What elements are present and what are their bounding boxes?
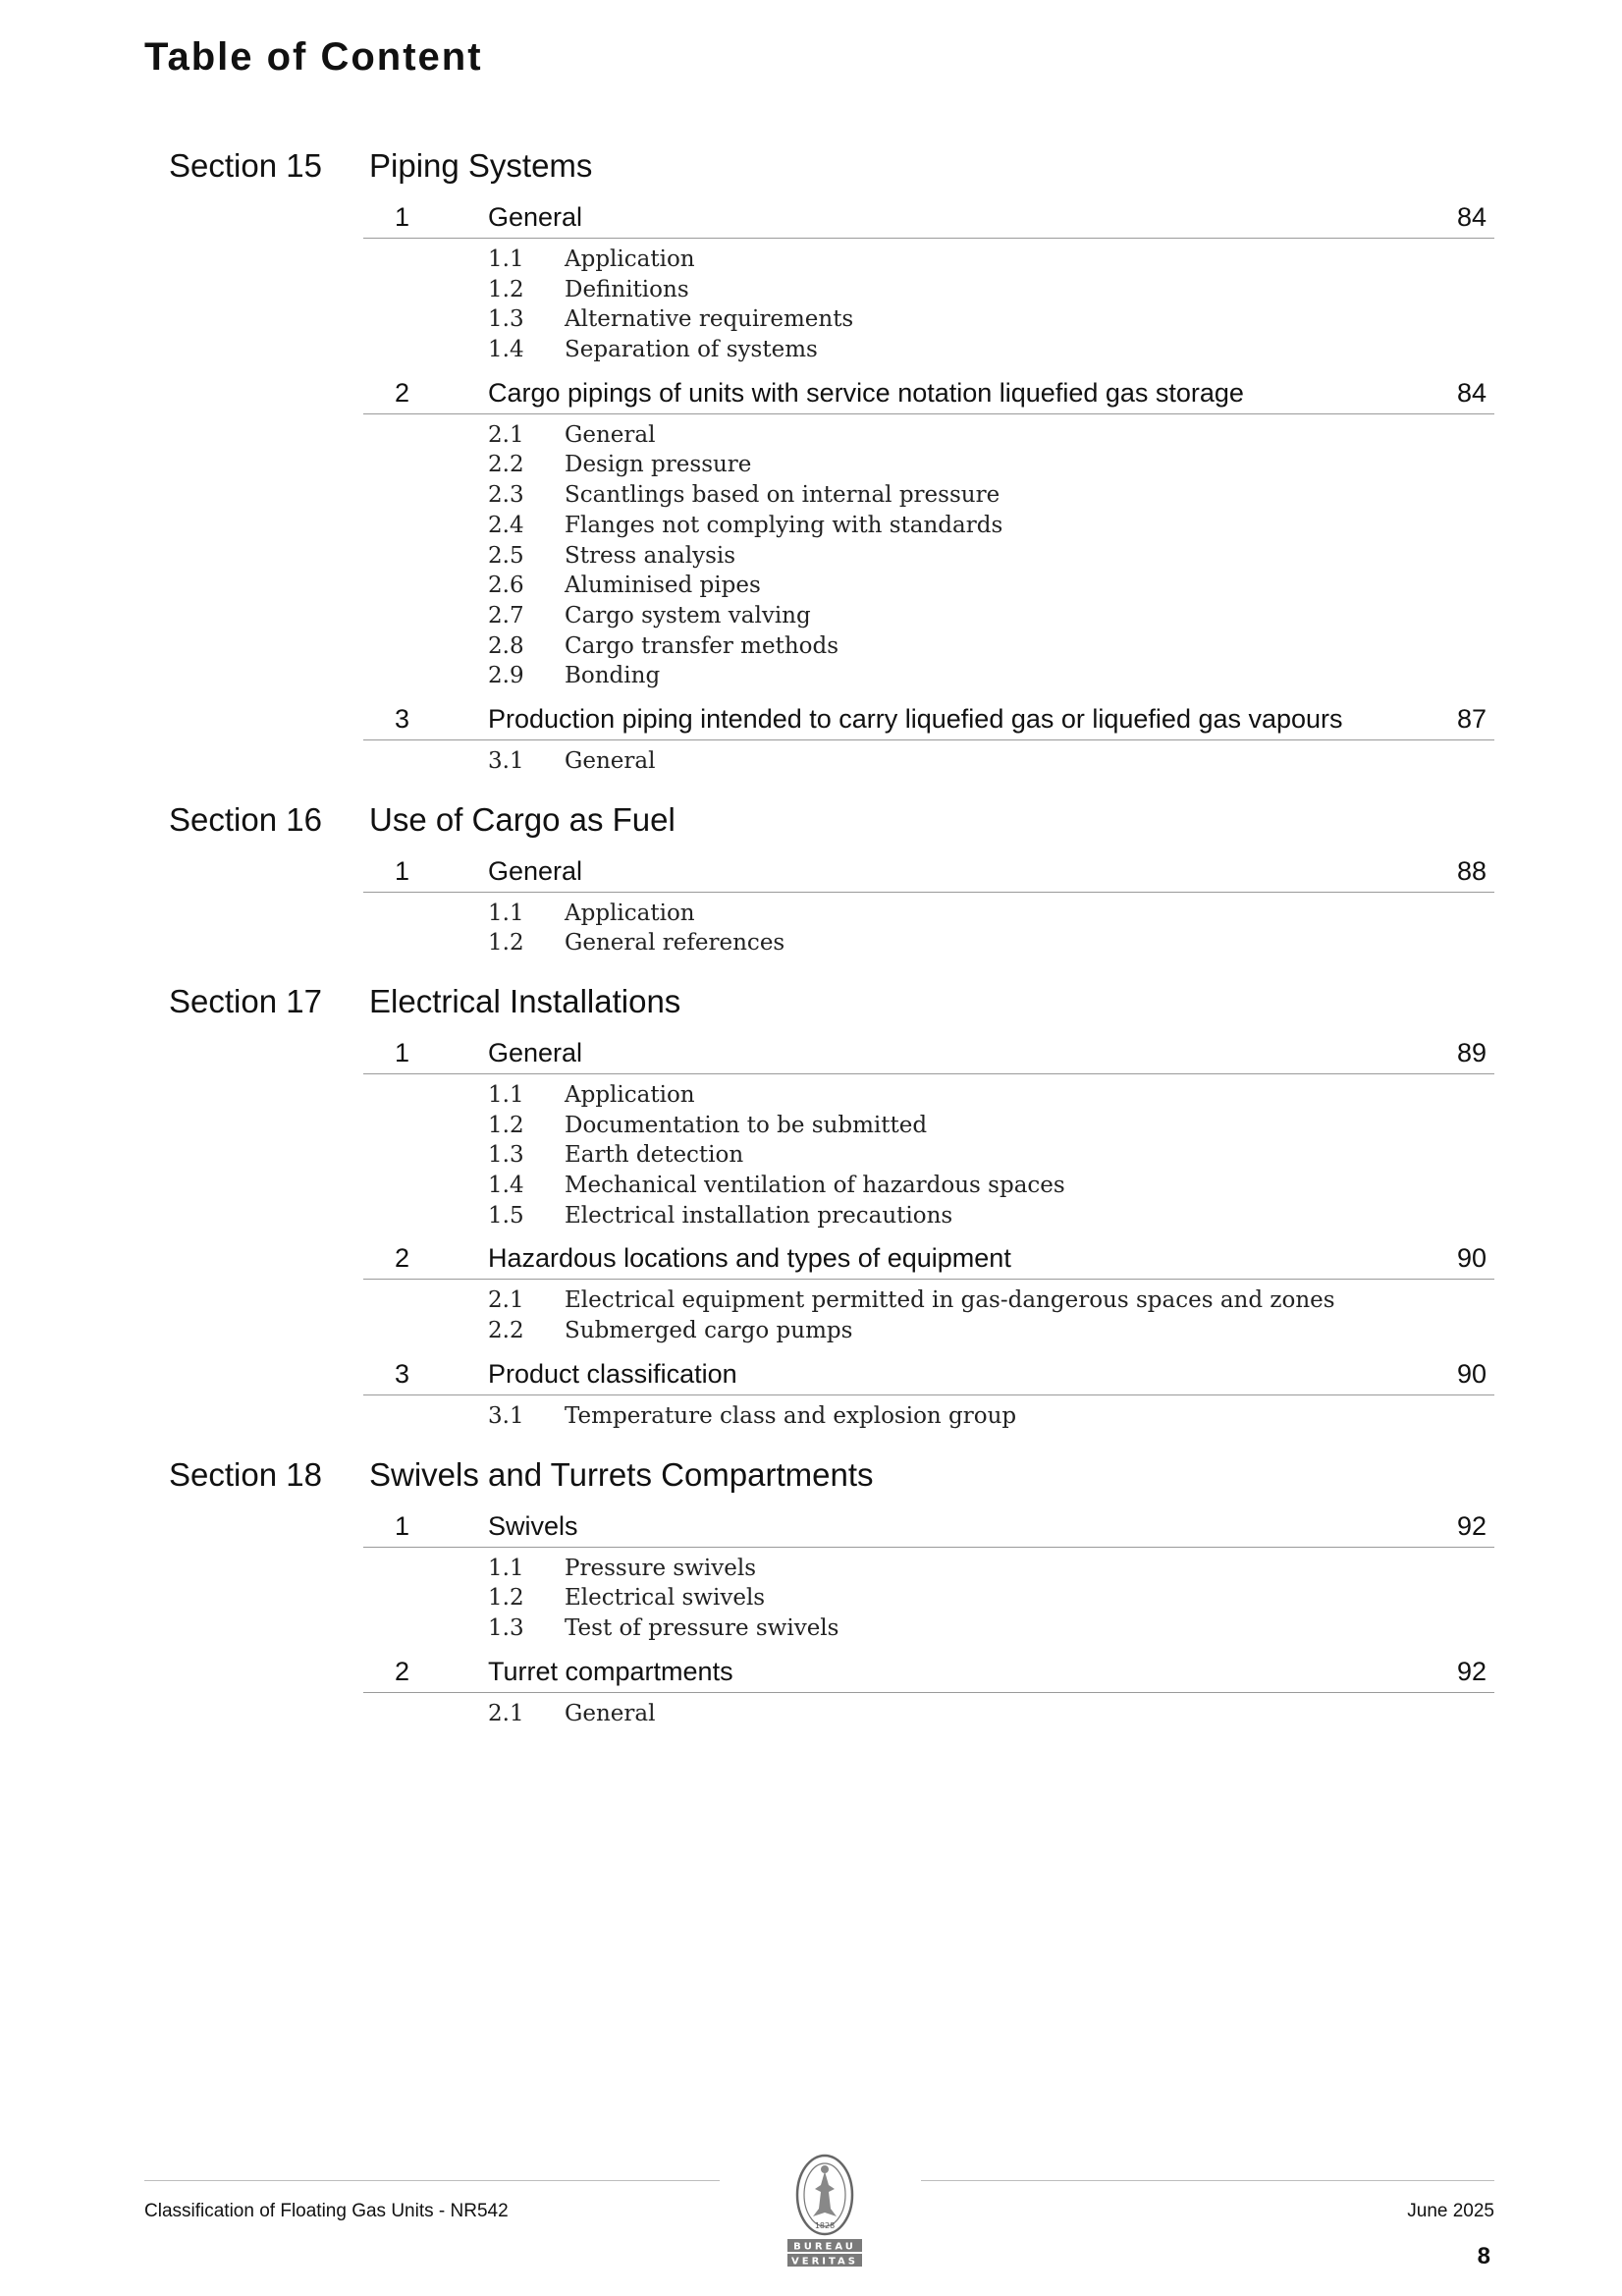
article-number: 2.1 [488, 1287, 524, 1314]
toc-section [0, 973, 1622, 1437]
article-number: 1.2 [488, 1112, 524, 1138]
footer-rule-left [144, 2180, 720, 2181]
article-list [363, 239, 1494, 370]
article-number: 1.4 [488, 1173, 524, 1199]
article-title: Test of pressure swivels [565, 1614, 839, 1641]
article-number: 1.1 [488, 1555, 524, 1581]
toc-chapter [363, 696, 1494, 782]
article-title: Bonding [565, 663, 661, 689]
article-item [363, 746, 1494, 777]
article-title: Electrical swivels [565, 1585, 766, 1612]
toc-chapter [363, 848, 1494, 963]
article-number: 1.3 [488, 306, 524, 333]
article-list [363, 740, 1494, 782]
article-item [363, 661, 1494, 691]
chapter-heading-row [363, 370, 1494, 414]
chapter-title: Cargo pipings of units with service notation liquefied gas storage [488, 377, 1244, 408]
toc-section [0, 792, 1622, 963]
chapter-number: 3 [395, 1358, 410, 1389]
article-number: 2.1 [488, 421, 524, 448]
article-number: 1.2 [488, 930, 524, 957]
article-item [363, 601, 1494, 631]
chapter-number: 1 [395, 855, 410, 886]
article-item [363, 511, 1494, 541]
chapter-title: General [488, 202, 583, 232]
article-item [363, 1111, 1494, 1141]
chapter-heading-row [363, 1030, 1494, 1074]
article-title: Pressure swivels [565, 1555, 757, 1581]
article-number: 2.6 [488, 573, 524, 599]
footer-rule-right [921, 2180, 1494, 2181]
toc-chapter [363, 370, 1494, 696]
section-title: Use of Cargo as Fuel [369, 800, 676, 838]
article-number: 1.3 [488, 1614, 524, 1641]
article-item [363, 899, 1494, 929]
chapter-page-number: 88 [1456, 855, 1487, 886]
article-title: Separation of systems [565, 337, 818, 363]
article-list [363, 1280, 1494, 1350]
chapter-title: Swivels [488, 1510, 578, 1541]
section-title: Electrical Installations [369, 983, 681, 1019]
chapter-heading-row [363, 1503, 1494, 1548]
table-of-contents [0, 137, 1622, 1743]
section-title: Swivels and Turrets Compartments [369, 1455, 874, 1493]
toc-chapter [363, 1649, 1494, 1734]
article-title: General [565, 1700, 656, 1726]
article-title: Cargo transfer methods [565, 632, 839, 659]
article-title: Temperature class and explosion group [565, 1402, 1017, 1429]
article-number: 2.5 [488, 542, 524, 569]
article-number: 1.1 [488, 246, 524, 272]
article-item [363, 571, 1494, 601]
article-title: Application [565, 1082, 695, 1108]
logo-text-top: BUREAU [793, 2241, 856, 2253]
article-list [363, 1693, 1494, 1734]
article-number: 2.9 [488, 663, 524, 689]
article-title: Scantlings based on internal pressure [565, 482, 1000, 509]
article-item [363, 1699, 1494, 1729]
article-number: 1.3 [488, 1142, 524, 1169]
section-title: Piping Systems [369, 147, 593, 184]
chapter-number: 3 [395, 703, 410, 734]
article-item [363, 275, 1494, 305]
article-item [363, 1201, 1494, 1231]
article-number: 2.8 [488, 632, 524, 659]
toc-chapter [363, 194, 1494, 370]
chapter-heading-row [363, 1235, 1494, 1280]
chapter-number: 1 [395, 1038, 410, 1067]
page-title: Table of Content [144, 35, 483, 79]
article-title: Application [565, 246, 695, 272]
article-item [363, 1080, 1494, 1111]
chapter-heading-row [363, 194, 1494, 239]
chapter-page-number: 92 [1456, 1656, 1487, 1686]
article-item [363, 1401, 1494, 1432]
article-item [363, 335, 1494, 365]
article-title: Cargo system valving [565, 602, 811, 629]
article-number: 2.7 [488, 602, 524, 629]
logo-seal-year: 1828 [814, 2221, 836, 2230]
article-number: 2.2 [488, 452, 524, 478]
article-list [363, 414, 1494, 696]
chapter-number: 2 [395, 1243, 410, 1274]
article-number: 2.2 [488, 1318, 524, 1344]
page-number: 8 [1477, 2243, 1490, 2269]
article-item [363, 1583, 1494, 1613]
article-title: General [565, 747, 656, 774]
article-item [363, 450, 1494, 480]
article-list [363, 1548, 1494, 1649]
article-item [363, 1140, 1494, 1171]
article-title: Stress analysis [565, 542, 736, 569]
article-number: 1.4 [488, 337, 524, 363]
article-item [363, 304, 1494, 335]
chapter-number: 2 [395, 1656, 410, 1686]
article-item [363, 420, 1494, 451]
chapter-title: Product classification [488, 1358, 737, 1389]
article-number: 3.1 [488, 1402, 524, 1429]
chapter-page-number: 87 [1456, 703, 1487, 734]
article-number: 1.2 [488, 1585, 524, 1612]
article-title: Definitions [565, 276, 689, 302]
article-item [363, 1554, 1494, 1584]
chapter-page-number: 90 [1456, 1243, 1487, 1274]
section-label: Section 16 [169, 800, 322, 838]
article-item [363, 1613, 1494, 1644]
article-title: Flanges not complying with standards [565, 512, 1003, 538]
toc-section [0, 1447, 1622, 1734]
article-number: 1.2 [488, 276, 524, 302]
logo-text-bottom: VERITAS [791, 2256, 858, 2268]
article-number: 3.1 [488, 747, 524, 774]
article-title: Submerged cargo pumps [565, 1318, 853, 1344]
article-item [363, 541, 1494, 572]
chapter-title: General [488, 1038, 583, 1067]
article-title: Aluminised pipes [565, 573, 761, 599]
chapter-number: 1 [395, 1510, 410, 1541]
article-item [363, 631, 1494, 662]
article-title: Mechanical ventilation of hazardous spaces [565, 1173, 1065, 1199]
chapter-title: Hazardous locations and types of equipment [488, 1243, 1011, 1274]
footer-document-name: Classification of Floating Gas Units - NR542 [144, 2201, 509, 2221]
toc-section [0, 137, 1622, 782]
article-title: Alternative requirements [565, 306, 854, 333]
article-item [363, 928, 1494, 958]
chapter-title: Production piping intended to carry liquefied gas or liquefied gas vapours [488, 703, 1343, 734]
article-number: 2.4 [488, 512, 524, 538]
article-title: General [565, 421, 656, 448]
toc-chapter [363, 1351, 1494, 1437]
article-list [363, 1074, 1494, 1235]
article-item [363, 1285, 1494, 1316]
chapter-title: Turret compartments [488, 1656, 733, 1686]
chapter-title: General [488, 855, 583, 886]
article-number: 1.5 [488, 1202, 524, 1229]
chapter-number: 1 [395, 202, 410, 232]
article-number: 2.1 [488, 1700, 524, 1726]
toc-chapter [363, 1503, 1494, 1649]
article-title: Electrical installation precautions [565, 1202, 953, 1229]
section-label: Section 18 [169, 1455, 322, 1493]
toc-chapter [363, 1235, 1494, 1350]
chapter-page-number: 84 [1456, 202, 1487, 232]
footer-date: June 2025 [1407, 2201, 1494, 2221]
article-title: General references [565, 930, 785, 957]
article-number: 2.3 [488, 482, 524, 509]
article-list [363, 893, 1494, 963]
section-label: Section 17 [169, 983, 322, 1019]
chapter-page-number: 89 [1456, 1038, 1487, 1067]
chapter-number: 2 [395, 377, 410, 408]
article-title: Earth detection [565, 1142, 744, 1169]
chapter-page-number: 84 [1456, 377, 1487, 408]
article-list [363, 1395, 1494, 1437]
article-title: Application [565, 900, 695, 926]
article-item [363, 1171, 1494, 1201]
bureau-veritas-logo [756, 2146, 893, 2273]
chapter-heading-row [363, 848, 1494, 893]
chapter-heading-row [363, 696, 1494, 740]
chapter-heading-row [363, 1351, 1494, 1395]
article-item [363, 245, 1494, 275]
chapter-page-number: 90 [1456, 1358, 1487, 1389]
article-title: Design pressure [565, 452, 752, 478]
chapter-heading-row [363, 1649, 1494, 1693]
article-item [363, 1316, 1494, 1346]
article-number: 1.1 [488, 1082, 524, 1108]
article-number: 1.1 [488, 900, 524, 926]
article-title: Electrical equipment permitted in gas-dangerous spaces and zones [565, 1287, 1335, 1314]
article-item [363, 480, 1494, 511]
article-title: Documentation to be submitted [565, 1112, 928, 1138]
chapter-page-number: 92 [1456, 1510, 1487, 1541]
toc-chapter [363, 1030, 1494, 1235]
section-label: Section 15 [169, 147, 322, 184]
